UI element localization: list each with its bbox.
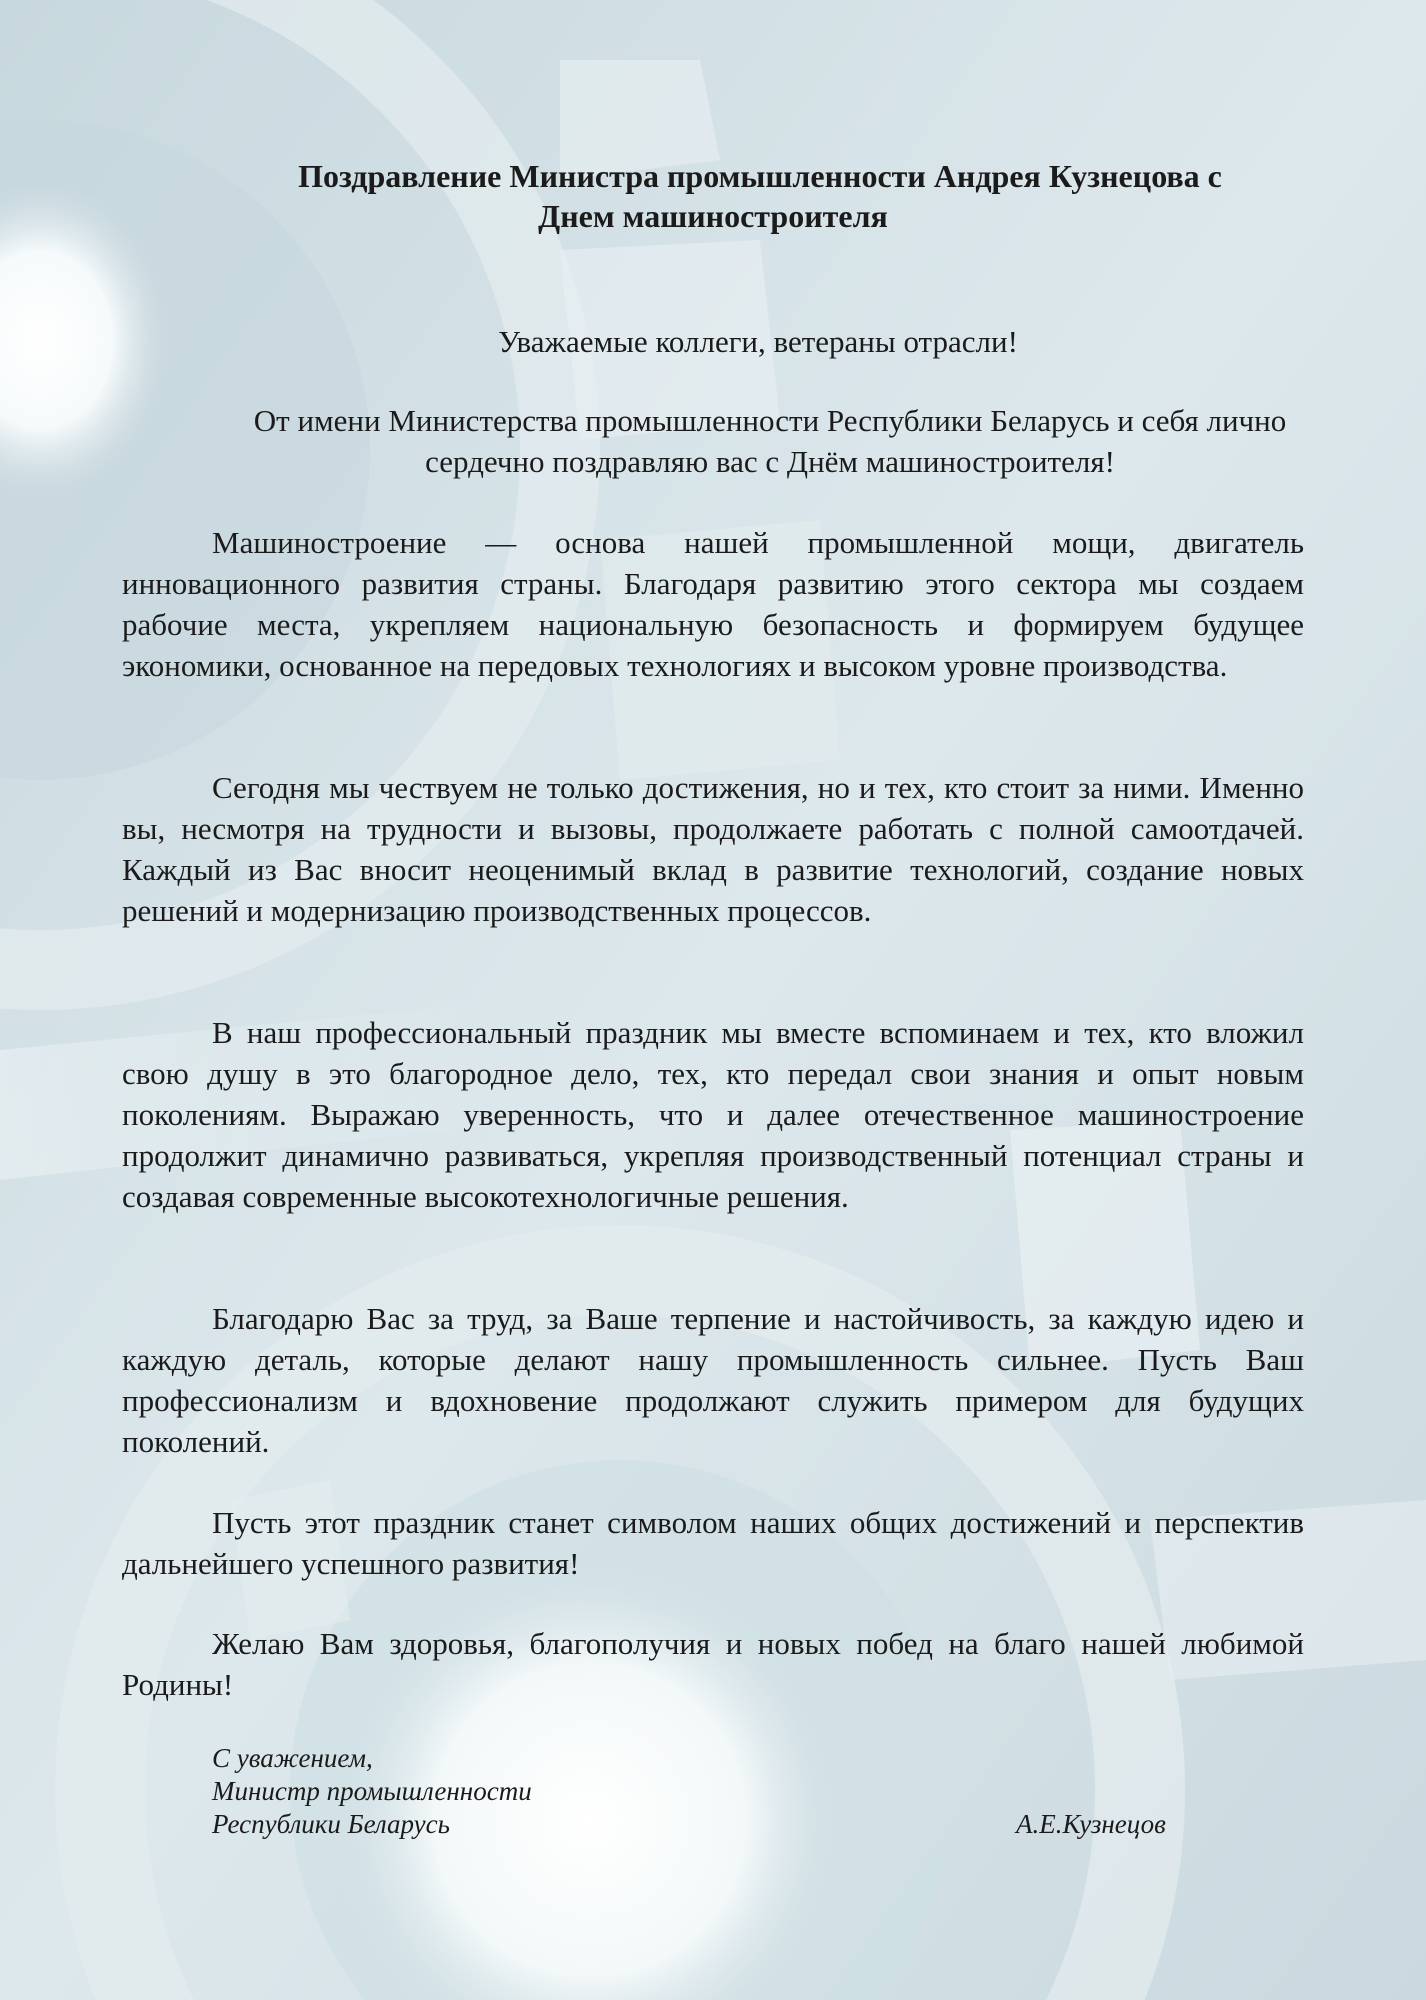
letter-paragraph-5: Пусть этот праздник станет символом наших общих достижений и перспектив дальнейшего успешного развития! [122,1505,1304,1581]
letter-intro: От имени Министерства промышленности Республики Беларусь и себя лично сердечно поздравляю вас с Днём машиностроителя! [253,403,1287,479]
signature-organization: Республики Беларусь [212,1809,450,1839]
letter-greeting: Уважаемые коллеги, ветераны отрасли! [498,324,1018,359]
letter-paragraph-6: Желаю Вам здоровья, благополучия и новых побед на благо нашей любимой Родины! [122,1626,1304,1702]
signature-position: Министр промышленности [212,1776,532,1806]
letter-title-line-1: Поздравление Министра промышленности Андрея Кузнецова с [298,158,1222,194]
signature-name: А.Е.Кузнецов [1016,1809,1166,1839]
letter-title-line-2: Днем машиностроителя [538,198,888,234]
signature-closing: С уважением, [212,1743,373,1773]
letter-paragraph-1: Машиностроение — основа нашей промышленной мощи, двигатель инновационного развития страны. Благодаря развитию этого сектора мы создаем рабочие места, укрепляем национальную безопасность и формируем будущее экономики, основанное на передовых технологиях и высоком уровне производства. [122,525,1304,683]
signature-block [212,1742,532,1841]
letter-paragraph-4: Благодарю Вас за труд, за Ваше терпение и настойчивость, за каждую идею и каждую деталь, которые делают нашу промышленность сильнее. Пусть Ваш профессионализм и вдохновение продолжают служить примером для будущих поколений. [122,1301,1304,1459]
letter-paragraph-2: Сегодня мы чествуем не только достижения, но и тех, кто стоит за ними. Именно вы, несмотря на трудности и вызовы, продолжаете работать с полной самоотдачей. Каждый из Вас вносит неоценимый вклад в развитие технологий, создание новых решений и модернизацию производственных процессов. [122,770,1304,928]
letter-paragraph-3: В наш профессиональный праздник мы вместе вспоминаем и тех, кто вложил свою душу в это благородное дело, тех, кто передал свои знания и опыт новым поколениям. Выражаю уверенность, что и далее отечественное машиностроение продолжит динамично развиваться, укрепляя производственный потенциал страны и создавая современные высокотехнологичные решения. [122,1015,1304,1214]
